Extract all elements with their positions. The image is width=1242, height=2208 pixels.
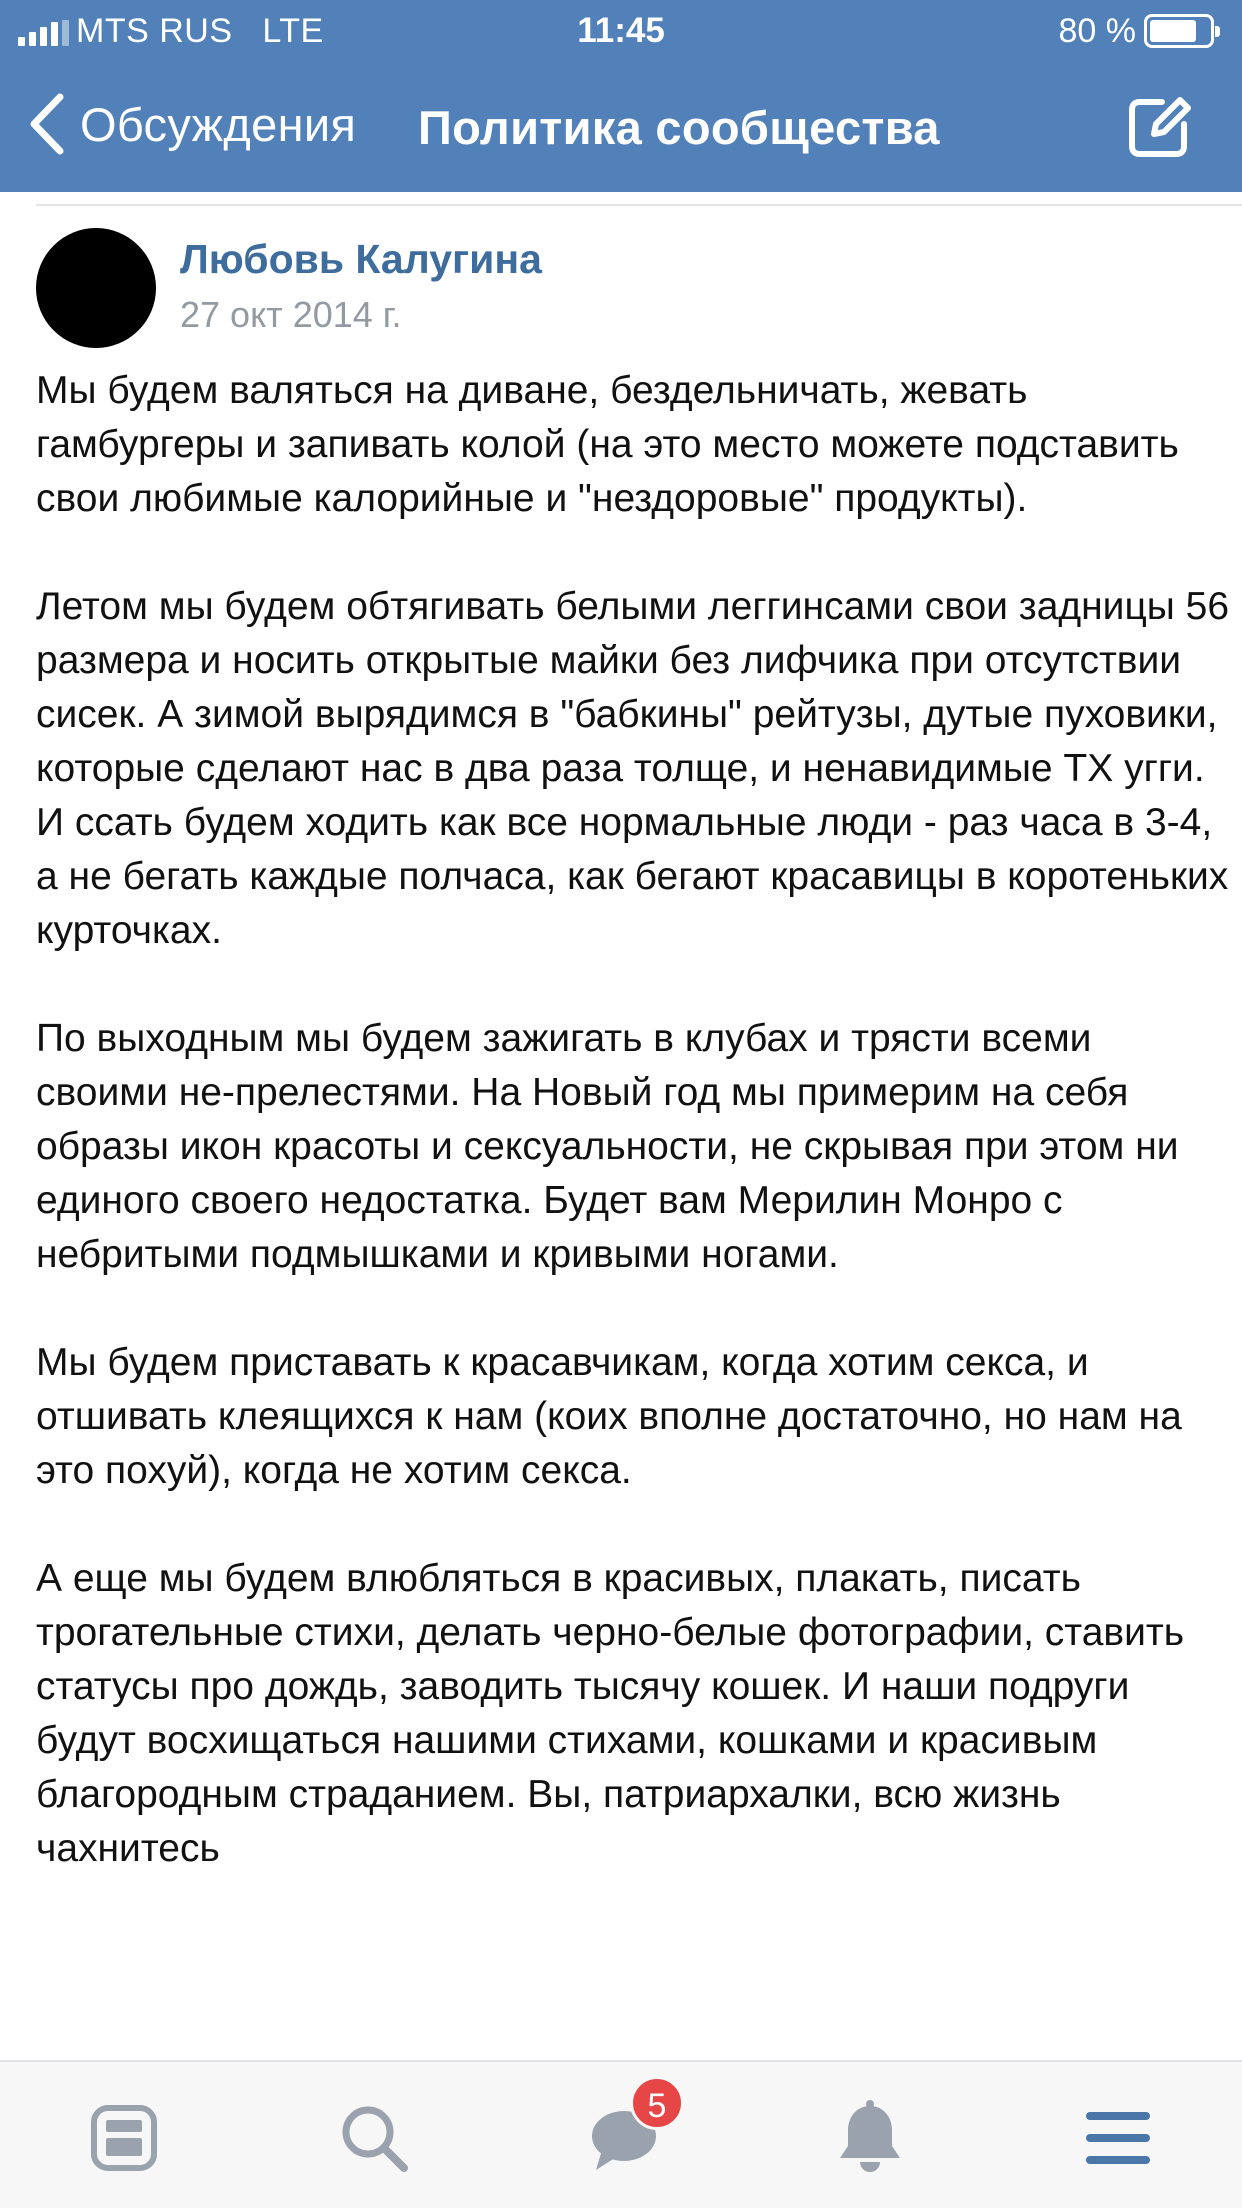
network-type: LTE [262, 12, 324, 50]
navigation-bar [0, 62, 1242, 192]
post-paragraph: Мы будем приставать к красавчикам, когда хотим секса, и отшивать клеящихся к нам (коих вполне достаточно, но нам на это похуй), когда не хотим секса. [36, 1341, 1182, 1492]
battery-fill [1150, 20, 1196, 42]
tab-search[interactable] [334, 2098, 414, 2178]
back-button-label: Обсуждения [80, 97, 357, 151]
status-bar [0, 0, 1242, 62]
discussion-content[interactable] [0, 192, 1242, 2060]
battery-percent: 80 % [1058, 12, 1136, 50]
post-paragraph: А еще мы будем влюбляться в красивых, плакать, писать трогательные стихи, делать черно-белые фотографии, ставить статусы про дождь, заводить тысячу кошек. И наши подруги будут восхищаться нашими стихами, кошками и красивым благородным страданием. Вы, патриархалки, всю жизнь чахнитесь [36, 1557, 1185, 1870]
post-paragraph: Мы будем валяться на диване, бездельничать, жевать гамбургеры и запивать колой (на это место можете подставить свои любимые калорийные и "нездоровые" продукты). [36, 369, 1179, 520]
compose-edit-icon [1124, 90, 1196, 162]
newsfeed-icon [84, 2098, 164, 2178]
tab-messages[interactable] [584, 2087, 667, 2178]
author-name-link[interactable]: Любовь Калугина [180, 236, 542, 282]
tab-menu[interactable] [1078, 2098, 1158, 2178]
page-title: Политика сообщества [418, 101, 940, 154]
menu-icon [1078, 2098, 1158, 2178]
divider [36, 204, 1242, 206]
post-paragraph: По выходным мы будем зажигать в клубах и трясти всеми своими не-прелестями. На Новый год мы примерим на себя образы икон красоты и сексуальности, не скрывая при этом ни единого своего недостатка. Будет вам Мерилин Монро с небритыми подмышками и кривыми ногами. [36, 1017, 1179, 1276]
unread-messages-badge: 5 [630, 2076, 684, 2130]
battery-icon [1144, 14, 1214, 48]
chevron-left-icon [26, 91, 68, 157]
tab-newsfeed[interactable] [84, 2098, 164, 2178]
avatar[interactable] [36, 228, 156, 348]
carrier-name: MTS RUS [76, 12, 233, 50]
status-time: 11:45 [577, 11, 665, 50]
header [0, 0, 1242, 192]
tab-notifications[interactable] [830, 2098, 910, 2178]
notifications-bell-icon [830, 2098, 910, 2178]
post-paragraph: Летом мы будем обтягивать белыми леггинсами свои задницы 56 размера и носить открытые майки без лифчика при отсутствии сисек. А зимой вырядимся в "бабкины" рейтузы, дутые пуховики, которые сделают нас в два раза толще, и ненавидимые ТХ угги. И ссать будем ходить как все нормальные люди - раз часа в 3-4, а не бегать каждые полчаса, как бегают красавицы в коротеньких курточках. [36, 585, 1230, 952]
tab-bar [0, 2060, 1242, 2208]
back-button[interactable] [26, 84, 356, 164]
search-icon [334, 2098, 414, 2178]
compose-button[interactable] [1124, 90, 1196, 162]
post-date: 27 окт 2014 г. [180, 294, 402, 335]
post-text [36, 364, 1232, 1876]
